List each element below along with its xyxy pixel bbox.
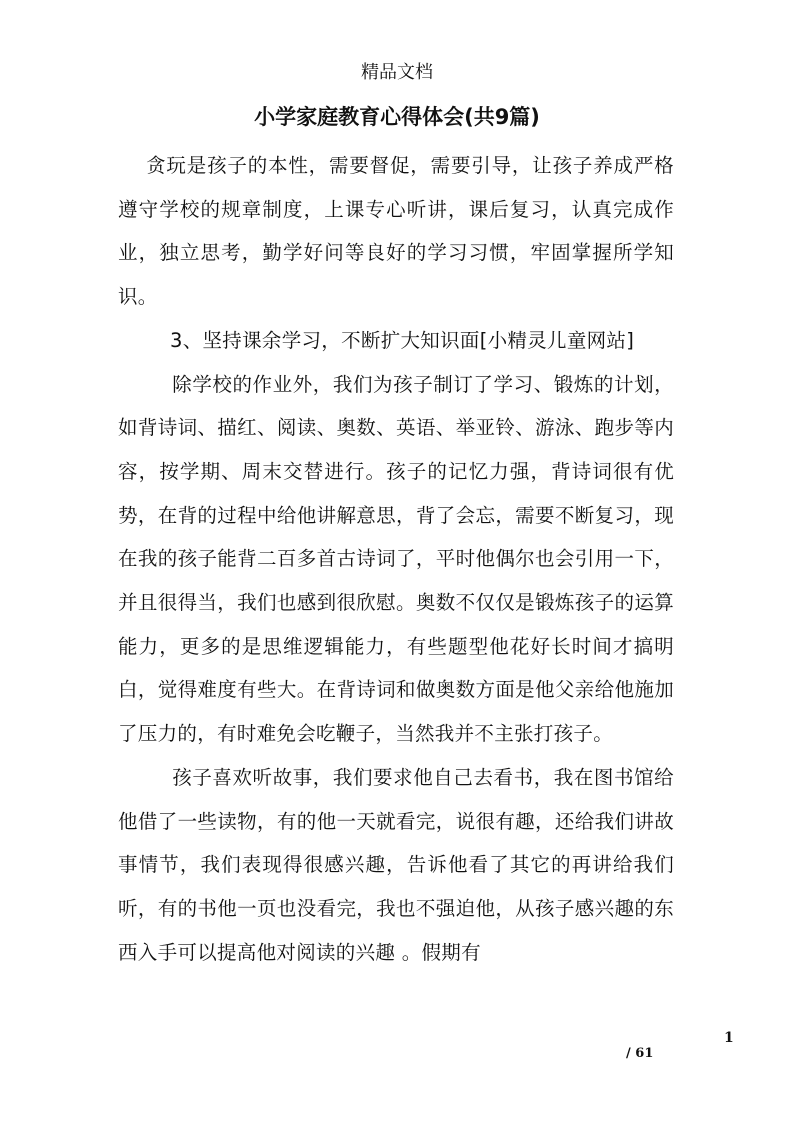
document-title: 小学家庭教育心得体会(共9篇) xyxy=(254,105,540,129)
page-total: / 61 xyxy=(626,1046,654,1061)
paragraph: 除学校的作业外，我们为孩子制订了学习、锻炼的计划，如背诗词、描红、阅读、奥数、英语、举亚铃、游泳、跑步等内容，按学期、周末交替进行。孩子的记忆力强，背诗词很有优势，在背的过程中给他讲解意思，背了会忘，需要不断复习，现在我的孩子能背二百多首古诗词了，平时他偶尔也会引用一下，并且很得当，我们也感到很欣慰。奥数不仅仅是锻炼孩子的运算能力，更多的是思维逻辑能力，有些题型他花好长时间才搞明白，觉得难度有些大。在背诗词和做奥数方面是他父亲给他施加了压力的，有时难免会吃鞭子，当然我并不主张打孩子。 xyxy=(118,372,674,746)
paragraph: 3、坚持课余学习，不断扩大知识面[小精灵儿童网站] xyxy=(118,328,635,352)
document-header: 精品文档 xyxy=(361,62,433,83)
page-number: 1 xyxy=(724,1030,734,1046)
paragraph: 贪玩是孩子的本性，需要督促，需要引导，让孩子养成严格遵守学校的规章制度，上课专心听讲，课后复习，认真完成作业，独立思考，勤学好问等良好的学习习惯，牢固掌握所学知识。 xyxy=(118,154,674,309)
document-body xyxy=(118,144,674,974)
paragraph: 孩子喜欢听故事，我们要求他自己去看书，我在图书馆给他借了一些读物，有的他一天就看完，说很有趣，还给我们讲故事情节，我们表现得很感兴趣，告诉他看了其它的再讲给我们听，有的书他一页也没看完，我也不强迫他，从孩子感兴趣的东西入手可以提高他对阅读的兴趣 。假期有 xyxy=(118,765,674,964)
